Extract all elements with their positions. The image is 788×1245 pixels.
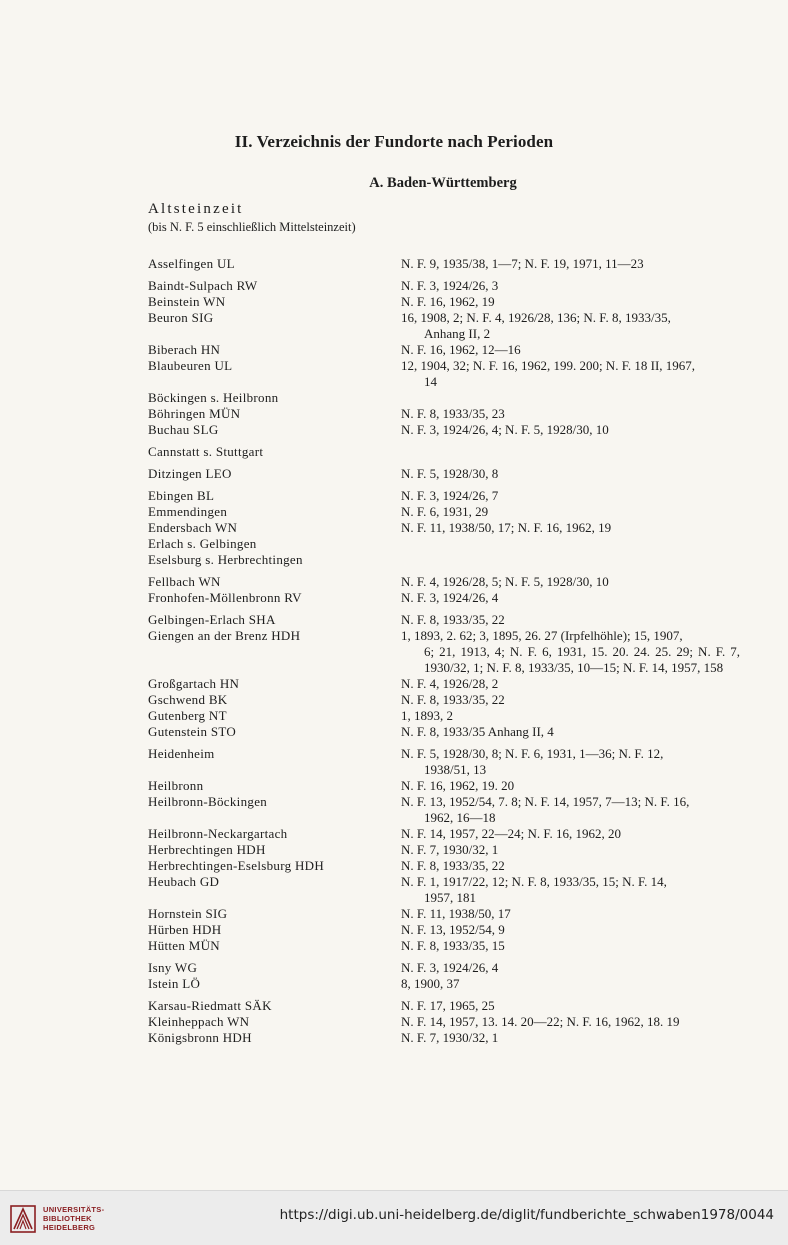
findspot-references bbox=[401, 874, 740, 906]
reference-text: N. F. 4, 1926/28, 2 bbox=[401, 676, 499, 691]
reference-text: 12, 1904, 32; N. F. 16, 1962, 199. 200; N. F. 18 II, 1967, bbox=[401, 358, 696, 373]
findspot-references bbox=[401, 358, 740, 390]
findspot-name: Heidenheim bbox=[148, 746, 215, 761]
list-item bbox=[148, 294, 740, 310]
list-item bbox=[148, 874, 740, 906]
findspot-name: Cannstatt s. Stuttgart bbox=[148, 444, 264, 459]
reference-text: 1, 1893, 2. 62; 3, 1895, 26. 27 (Irpfelhöhle); 15, 1907, bbox=[401, 628, 683, 643]
findspot-references bbox=[401, 724, 740, 740]
findspot-name: Blaubeuren UL bbox=[148, 358, 233, 373]
findspot-name: Asselfingen UL bbox=[148, 256, 235, 271]
findspot-references bbox=[401, 552, 740, 568]
list-item bbox=[148, 842, 740, 858]
findspot-name: Beuron SIG bbox=[148, 310, 214, 325]
findspot-name: Kleinheppach WN bbox=[148, 1014, 250, 1029]
reference-continuation: 1957, 181 bbox=[424, 890, 476, 905]
findspot-name: Karsau-Riedmatt SÄK bbox=[148, 998, 272, 1013]
findspot-name: Herbrechtingen-Eselsburg HDH bbox=[148, 858, 325, 873]
findspot-name: Istein LÖ bbox=[148, 976, 201, 991]
findspot-references bbox=[401, 794, 740, 826]
list-item bbox=[148, 998, 740, 1014]
findspot-name: Ditzingen LEO bbox=[148, 466, 232, 481]
page-heading: II. Verzeichnis der Fundorte nach Perioden bbox=[234, 132, 554, 151]
reference-text: N. F. 3, 1924/26, 4 bbox=[401, 590, 499, 605]
findspot-references bbox=[401, 708, 740, 724]
findspot-references bbox=[401, 628, 740, 676]
reference-text: N. F. 3, 1924/26, 3 bbox=[401, 278, 499, 293]
reference-continuation: 14 bbox=[424, 374, 437, 389]
findspot-name: Biberach HN bbox=[148, 342, 221, 357]
findspot-name: Gschwend BK bbox=[148, 692, 228, 707]
list-item bbox=[148, 488, 740, 504]
reference-text: N. F. 8, 1933/35, 22 bbox=[401, 692, 505, 707]
findspot-name: Großgartach HN bbox=[148, 676, 240, 691]
findspot-name: Fellbach WN bbox=[148, 574, 221, 589]
list-item bbox=[148, 256, 740, 272]
list-item bbox=[148, 406, 740, 422]
library-name-line: HEIDELBERG bbox=[43, 1223, 96, 1232]
findspot-references bbox=[401, 858, 740, 874]
reference-text: 8, 1900, 37 bbox=[401, 976, 460, 991]
list-item bbox=[148, 536, 740, 552]
findspot-references bbox=[401, 1030, 740, 1046]
reference-text: N. F. 3, 1924/26, 4; N. F. 5, 1928/30, 10 bbox=[401, 422, 609, 437]
findspot-references bbox=[401, 294, 740, 310]
list-item bbox=[148, 590, 740, 606]
findspot-references bbox=[401, 390, 740, 406]
reference-text: N. F. 16, 1962, 19 bbox=[401, 294, 495, 309]
findspot-references bbox=[401, 504, 740, 520]
list-item bbox=[148, 826, 740, 842]
findspot-name: Hornstein SIG bbox=[148, 906, 228, 921]
list-item bbox=[148, 422, 740, 438]
findspot-references bbox=[401, 406, 740, 422]
reference-text: N. F. 3, 1924/26, 4 bbox=[401, 960, 499, 975]
findspot-references bbox=[401, 466, 740, 482]
list-item bbox=[148, 922, 740, 938]
list-item bbox=[148, 628, 740, 676]
reference-text: N. F. 4, 1926/28, 5; N. F. 5, 1928/30, 10 bbox=[401, 574, 609, 589]
findspot-references bbox=[401, 278, 740, 294]
findspot-name: Herbrechtingen HDH bbox=[148, 842, 266, 857]
list-item bbox=[148, 976, 740, 992]
list-item bbox=[148, 574, 740, 590]
reference-text: N. F. 11, 1938/50, 17 bbox=[401, 906, 511, 921]
findspot-name: Böhringen MÜN bbox=[148, 406, 241, 421]
list-item bbox=[148, 794, 740, 826]
period-title: Altsteinzeit bbox=[148, 201, 244, 217]
list-item bbox=[148, 692, 740, 708]
findspot-references bbox=[401, 488, 740, 504]
findspot-references bbox=[401, 692, 740, 708]
findspot-references bbox=[401, 746, 740, 778]
list-item bbox=[148, 724, 740, 740]
period-subtitle: (bis N. F. 5 einschließlich Mittelsteinzeit) bbox=[148, 220, 356, 234]
list-item bbox=[148, 552, 740, 568]
findspot-name: Königsbronn HDH bbox=[148, 1030, 252, 1045]
findspot-name: Gutenberg NT bbox=[148, 708, 227, 723]
list-item bbox=[148, 676, 740, 692]
reference-text: N. F. 6, 1931, 29 bbox=[401, 504, 489, 519]
findspot-name: Isny WG bbox=[148, 960, 198, 975]
reference-text: N. F. 7, 1930/32, 1 bbox=[401, 842, 499, 857]
reference-text: N. F. 14, 1957, 22—24; N. F. 16, 1962, 20 bbox=[401, 826, 622, 841]
list-item bbox=[148, 504, 740, 520]
findspot-references bbox=[401, 906, 740, 922]
viewer-footer bbox=[0, 1190, 788, 1245]
findspot-name: Erlach s. Gelbingen bbox=[148, 536, 257, 551]
findspot-references bbox=[401, 778, 740, 794]
list-item bbox=[148, 390, 740, 406]
list-item bbox=[148, 310, 740, 342]
list-item bbox=[148, 858, 740, 874]
list-item bbox=[148, 906, 740, 922]
reference-text: N. F. 16, 1962, 12—16 bbox=[401, 342, 521, 357]
reference-text: 16, 1908, 2; N. F. 4, 1926/28, 136; N. F. 8, 1933/35, bbox=[401, 310, 671, 325]
reference-text: N. F. 9, 1935/38, 1—7; N. F. 19, 1971, 11—23 bbox=[401, 256, 644, 271]
library-name-line: BIBLIOTHEK bbox=[43, 1214, 92, 1223]
findspot-name: Beinstein WN bbox=[148, 294, 226, 309]
findspot-references bbox=[401, 1014, 740, 1030]
findspot-references bbox=[401, 574, 740, 590]
findspot-name: Hürben HDH bbox=[148, 922, 222, 937]
list-item bbox=[148, 938, 740, 954]
reference-text: N. F. 5, 1928/30, 8 bbox=[401, 466, 499, 481]
list-item bbox=[148, 1030, 740, 1046]
reference-text: 1, 1893, 2 bbox=[401, 708, 453, 723]
findspot-name: Heilbronn-Neckargartach bbox=[148, 826, 288, 841]
university-library-logo-icon[interactable] bbox=[10, 1205, 36, 1233]
permalink-url[interactable]: https://digi.ub.uni-heidelberg.de/diglit/fundberichte_schwaben1978/0044 bbox=[279, 1207, 774, 1223]
findspot-name: Hütten MÜN bbox=[148, 938, 220, 953]
findspot-name: Eselsburg s. Herbrechtingen bbox=[148, 552, 303, 567]
list-item bbox=[148, 1014, 740, 1030]
findspot-name: Baindt-Sulpach RW bbox=[148, 278, 258, 293]
reference-continuation: 6; 21, 1913, 4; N. F. 6, 1931, 15. 20. 24. 25. 29; N. F. 7, 1930/32, 1; N. F. 8, 1933/35, 10—15; N. F. 14, 1957, 158 bbox=[424, 644, 740, 675]
findspot-name: Fronhofen-Möllenbronn RV bbox=[148, 590, 302, 605]
findspot-references bbox=[401, 536, 740, 552]
findspot-references bbox=[401, 520, 740, 536]
reference-text: N. F. 5, 1928/30, 8; N. F. 6, 1931, 1—36; N. F. 12, bbox=[401, 746, 664, 761]
list-item bbox=[148, 466, 740, 482]
reference-text: N. F. 8, 1933/35, 22 bbox=[401, 612, 505, 627]
findspot-references bbox=[401, 960, 740, 976]
findspot-references bbox=[401, 256, 740, 272]
findspot-name: Gelbingen-Erlach SHA bbox=[148, 612, 276, 627]
reference-continuation: 1938/51, 13 bbox=[424, 762, 487, 777]
list-item bbox=[148, 358, 740, 390]
reference-continuation: 1962, 16—18 bbox=[424, 810, 496, 825]
list-item bbox=[148, 746, 740, 778]
list-item bbox=[148, 612, 740, 628]
library-name-line: UNIVERSITÄTS- bbox=[43, 1205, 105, 1214]
findspot-list bbox=[148, 256, 740, 1046]
findspot-name: Giengen an der Brenz HDH bbox=[148, 628, 301, 643]
reference-text: N. F. 3, 1924/26, 7 bbox=[401, 488, 499, 503]
reference-text: N. F. 8, 1933/35, 15 bbox=[401, 938, 505, 953]
section-heading: A. Baden-Württemberg bbox=[369, 175, 517, 191]
reference-text: N. F. 16, 1962, 19. 20 bbox=[401, 778, 515, 793]
findspot-references bbox=[401, 342, 740, 358]
findspot-references bbox=[401, 676, 740, 692]
reference-text: N. F. 14, 1957, 13. 14. 20—22; N. F. 16, 1962, 18. 19 bbox=[401, 1014, 680, 1029]
findspot-references bbox=[401, 998, 740, 1014]
findspot-name: Emmendingen bbox=[148, 504, 228, 519]
list-item bbox=[148, 342, 740, 358]
findspot-references bbox=[401, 922, 740, 938]
findspot-references bbox=[401, 842, 740, 858]
findspot-name: Böckingen s. Heilbronn bbox=[148, 390, 279, 405]
findspot-name: Heilbronn bbox=[148, 778, 204, 793]
reference-text: N. F. 11, 1938/50, 17; N. F. 16, 1962, 19 bbox=[401, 520, 612, 535]
findspot-references bbox=[401, 976, 740, 992]
findspot-references bbox=[401, 938, 740, 954]
findspot-name: Gutenstein STO bbox=[148, 724, 237, 739]
list-item bbox=[148, 778, 740, 794]
findspot-references bbox=[401, 612, 740, 628]
findspot-references bbox=[401, 444, 740, 460]
reference-text: N. F. 8, 1933/35, 22 bbox=[401, 858, 505, 873]
reference-text: N. F. 7, 1930/32, 1 bbox=[401, 1030, 499, 1045]
reference-continuation: Anhang II, 2 bbox=[424, 326, 491, 341]
list-item bbox=[148, 444, 740, 460]
list-item bbox=[148, 278, 740, 294]
list-item bbox=[148, 708, 740, 724]
findspot-name: Heubach GD bbox=[148, 874, 220, 889]
reference-text: N. F. 8, 1933/35 Anhang II, 4 bbox=[401, 724, 554, 739]
reference-text: N. F. 13, 1952/54, 7. 8; N. F. 14, 1957, 7—13; N. F. 16, bbox=[401, 794, 690, 809]
list-item bbox=[148, 960, 740, 976]
reference-text: N. F. 17, 1965, 25 bbox=[401, 998, 495, 1013]
findspot-name: Ebingen BL bbox=[148, 488, 215, 503]
findspot-name: Heilbronn-Böckingen bbox=[148, 794, 268, 809]
findspot-name: Buchau SLG bbox=[148, 422, 219, 437]
findspot-references bbox=[401, 310, 740, 342]
library-name[interactable] bbox=[43, 1205, 104, 1232]
reference-text: N. F. 8, 1933/35, 23 bbox=[401, 406, 505, 421]
findspot-references bbox=[401, 422, 740, 438]
reference-text: N. F. 13, 1952/54, 9 bbox=[401, 922, 505, 937]
list-item bbox=[148, 520, 740, 536]
findspot-references bbox=[401, 826, 740, 842]
findspot-name: Endersbach WN bbox=[148, 520, 238, 535]
reference-text: N. F. 1, 1917/22, 12; N. F. 8, 1933/35, 15; N. F. 14, bbox=[401, 874, 667, 889]
findspot-references bbox=[401, 590, 740, 606]
